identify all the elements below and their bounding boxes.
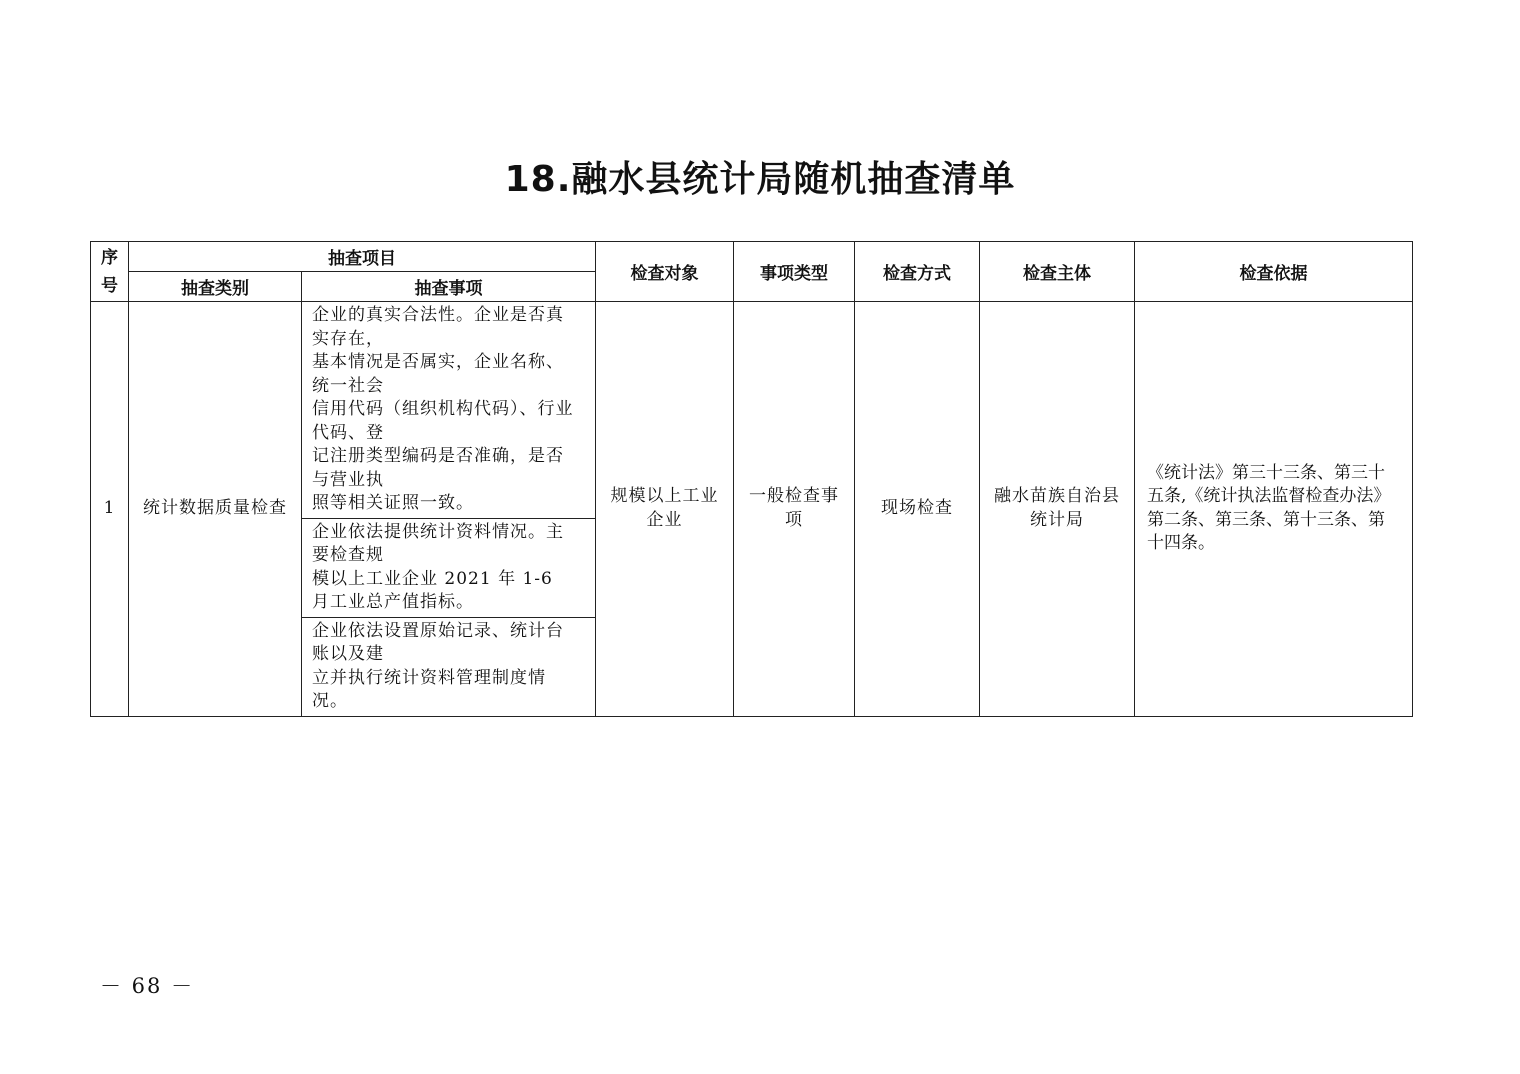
target-line: 规模以上工业 (610, 486, 719, 507)
page-number: － 68 － (100, 974, 195, 998)
header-row-1 (91, 242, 1413, 272)
basis-line: 五条,《统计执法监督检查办法》 (1147, 486, 1391, 507)
matter-3-line: 账以及建 (312, 644, 384, 664)
matter-1-line: 与营业执 (312, 469, 384, 490)
row-seq: 1 (91, 302, 129, 717)
matter-2-line: 企业依法提供统计资料情况。主 (312, 521, 564, 542)
row-category: 统计数据质量检查 (129, 302, 302, 717)
header-subject: 检查主体 (980, 242, 1135, 302)
matter-1-line: 记注册类型编码是否准确，是否 (312, 446, 564, 466)
matter-3-line: 况。 (312, 691, 348, 711)
subject-line: 融水苗族自治县 (994, 486, 1120, 507)
header-item-group: 抽查项目 (129, 242, 596, 272)
header-category: 抽查类别 (129, 272, 302, 302)
matter-3-line: 企业依法设置原始记录、统计台 (312, 620, 564, 641)
row-subject (980, 302, 1135, 717)
header-method: 检查方式 (855, 242, 980, 302)
row-type (734, 302, 855, 717)
inspection-checklist-table (90, 241, 1413, 717)
matter-1-line: 信用代码（组织机构代码）、行业 (312, 399, 574, 419)
row-method: 现场检查 (855, 302, 980, 717)
matter-2-line: 模以上工业企业 2021 年 1-6 (312, 568, 553, 589)
header-matter: 抽查事项 (302, 272, 596, 302)
matter-1-line: 基本情况是否属实，企业名称、 (312, 352, 564, 372)
matter-1-line: 统一社会 (312, 375, 384, 396)
row-matter-1 (302, 302, 596, 519)
matter-2-line: 要检查规 (312, 545, 384, 565)
matter-1-line: 企业的真实合法性。企业是否真 (312, 305, 564, 325)
header-seq-line2: 号 (101, 275, 118, 296)
type-line: 项 (785, 509, 803, 530)
basis-line: 第二条、第三条、第十三条、第 (1147, 509, 1385, 530)
row-matter-2 (302, 518, 596, 617)
basis-line: 十四条。 (1147, 533, 1215, 554)
row-basis (1135, 302, 1413, 717)
type-line: 一般检查事 (749, 486, 839, 507)
header-seq-line1: 序 (101, 247, 118, 268)
row-target (596, 302, 734, 717)
subject-line: 统计局 (1030, 509, 1084, 530)
matter-2-line: 月工业总产值指标。 (312, 592, 474, 612)
target-line: 企业 (646, 509, 683, 530)
matter-1-line: 代码、登 (312, 422, 384, 443)
table-row (91, 302, 1413, 519)
basis-line: 《统计法》第三十三条、第三十 (1147, 462, 1385, 483)
row-matter-3 (302, 617, 596, 716)
matter-3-line: 立并执行统计资料管理制度情 (312, 667, 546, 688)
header-type: 事项类型 (734, 242, 855, 302)
page-title: 18.融水县统计局随机抽查清单 (504, 159, 1016, 200)
matter-1-line: 照等相关证照一致。 (312, 493, 474, 513)
header-seq (91, 242, 129, 302)
header-basis: 检查依据 (1135, 242, 1413, 302)
matter-1-line: 实存在， (312, 328, 384, 349)
header-target: 检查对象 (596, 242, 734, 302)
